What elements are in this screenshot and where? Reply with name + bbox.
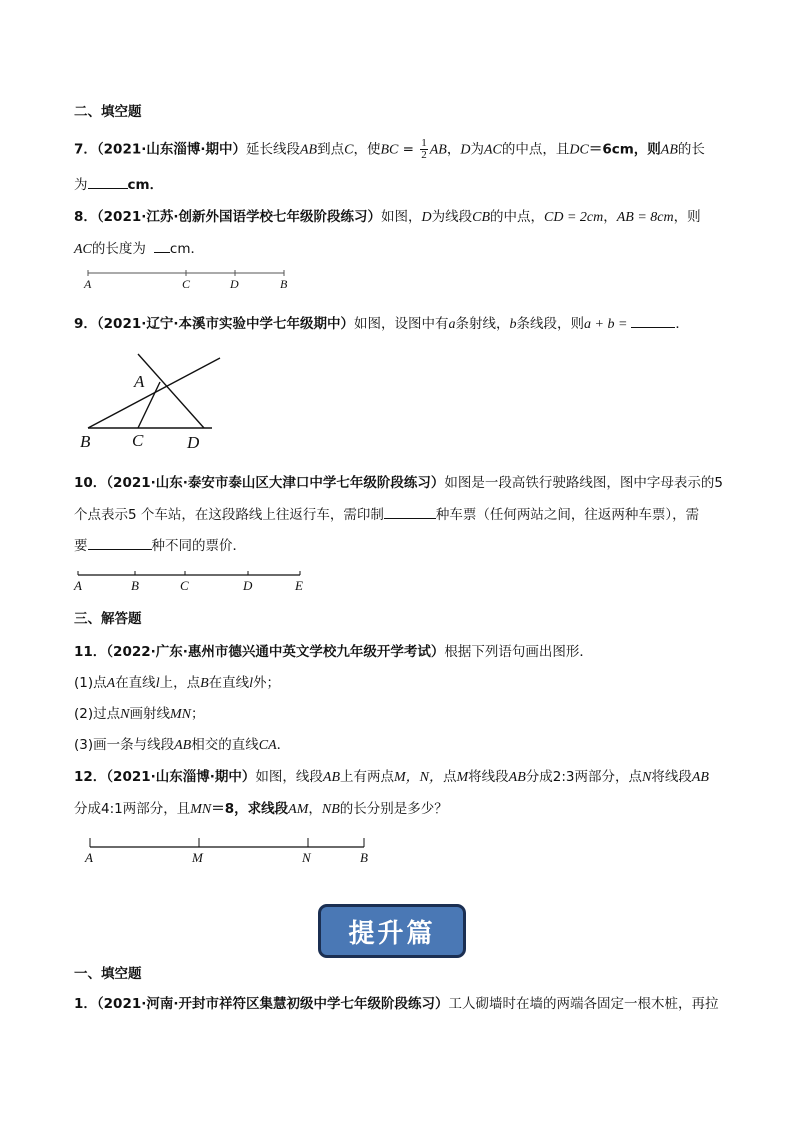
answer-blank[interactable] bbox=[631, 313, 675, 328]
question-10-line-2: 个点表示5 个车站，在这段路线上往返行车，需印制 种车票（任何两站之间，往返两种车票），需 bbox=[74, 504, 699, 525]
line-through-a-to-d bbox=[138, 354, 204, 428]
question-number: 1． bbox=[74, 996, 97, 1012]
label-n: N bbox=[302, 850, 311, 864]
answer-blank[interactable] bbox=[88, 535, 152, 550]
label-d: D bbox=[230, 277, 239, 291]
question-source: （2021·江苏·创新外国语学校七年级阶段练习） bbox=[96, 209, 381, 225]
fraction-one-half: $\frac{1}{2}$ bbox=[421, 137, 427, 161]
section-heading-advanced-fill-in: 一、填空题 bbox=[74, 966, 142, 982]
label-b: B bbox=[360, 850, 368, 864]
label-d: D bbox=[187, 433, 200, 452]
answer-blank[interactable] bbox=[154, 238, 170, 253]
advanced-question-1-line-1: 1．（2021·河南·开封市祥符区集慧初级中学七年级阶段练习）工人砌墙时在墙的两端各固定一根木桩，再拉 bbox=[74, 996, 719, 1012]
label-d: D bbox=[243, 578, 253, 593]
question-8-line-1: 8．（2021·江苏·创新外国语学校七年级阶段练习）如图，D为线段CB的中点，CD = 2cm，AB = 8cm，则 bbox=[74, 209, 701, 225]
label-b: B bbox=[80, 432, 91, 451]
question-number: 8． bbox=[74, 209, 97, 225]
section-heading-answer: 三、解答题 bbox=[74, 611, 142, 627]
question-12-line-2: 分成4:1两部分，且MN＝8，求线段AM，NB的长分别是多少？ bbox=[74, 801, 448, 817]
label-c: C bbox=[132, 431, 144, 450]
label-a: A bbox=[134, 372, 145, 391]
label-c: C bbox=[180, 578, 189, 593]
banner-title: 提升篇 bbox=[348, 918, 436, 949]
question-source: （2021·山东·泰安市泰山区大津口中学七年级阶段练习） bbox=[106, 475, 445, 491]
question-source: （2021·河南·开封市祥符区集慧初级中学七年级阶段练习） bbox=[96, 996, 449, 1012]
question-7-line-1: 7．（2021·山东淄博·期中）延长线段AB到点C，使BC = $\frac{1}{2}$ AB，D为AC的中点，且DC＝6cm，则AB的长 bbox=[74, 137, 705, 161]
question-11-item-2: (2)过点N画射线MN； bbox=[74, 706, 205, 722]
answer-blank[interactable] bbox=[384, 504, 436, 519]
question-source: （2021·山东淄博·期中） bbox=[96, 141, 246, 158]
label-b: B bbox=[280, 277, 288, 291]
question-source: （2021·山东淄博·期中） bbox=[106, 769, 256, 785]
q10-route-figure bbox=[72, 567, 312, 595]
q8-segment-figure bbox=[80, 264, 300, 292]
question-11-line-1: 11．（2022·广东·惠州市德兴通中英文学校九年级开学考试）根据下列语句画出图形． bbox=[74, 644, 593, 660]
label-a: A bbox=[85, 850, 93, 864]
advanced-section-banner bbox=[318, 904, 466, 958]
label-a: A bbox=[74, 578, 82, 593]
question-source: （2022·广东·惠州市德兴通中英文学校九年级开学考试） bbox=[106, 644, 445, 660]
answer-blank[interactable] bbox=[88, 174, 128, 189]
label-a: A bbox=[84, 277, 92, 291]
label-c: C bbox=[182, 277, 191, 291]
question-number: 12． bbox=[74, 769, 107, 785]
question-number: 11． bbox=[74, 644, 107, 660]
q9-triangle-figure bbox=[74, 350, 234, 455]
question-number: 9． bbox=[74, 316, 97, 332]
question-7-line-2: 为 cm． bbox=[74, 174, 163, 195]
section-heading-fill-in: 二、填空题 bbox=[74, 104, 142, 120]
question-number: 7． bbox=[74, 141, 97, 158]
label-m: M bbox=[192, 850, 203, 864]
question-number: 10． bbox=[74, 475, 107, 491]
question-11-item-1: (1)点A在直线l上，点B在直线l外； bbox=[74, 675, 281, 691]
question-source: （2021·辽宁·本溪市实验中学七年级期中） bbox=[96, 316, 354, 332]
label-e: E bbox=[295, 578, 303, 593]
question-10-line-1: 10．（2021·山东·泰安市泰山区大津口中学七年级阶段练习）如图是一段高铁行驶路线图，图中字母表示的5 bbox=[74, 475, 723, 491]
question-11-item-3: (3)画一条与线段AB相交的直线CA． bbox=[74, 737, 291, 753]
question-8-line-2: AC的长度为 cm． bbox=[74, 238, 204, 260]
question-10-line-3: 要 种不同的票价． bbox=[74, 535, 246, 556]
q12-segment-figure bbox=[82, 834, 382, 864]
label-b: B bbox=[131, 578, 139, 593]
question-12-line-1: 12．（2021·山东淄博·期中）如图，线段AB上有两点M，N，点M将线段AB分成2:3两部分，点N将线段AB bbox=[74, 769, 709, 785]
question-9-line-1: 9．（2021·辽宁·本溪市实验中学七年级期中）如图，设图中有a条射线，b条线段，则a + b = ． bbox=[74, 313, 689, 335]
